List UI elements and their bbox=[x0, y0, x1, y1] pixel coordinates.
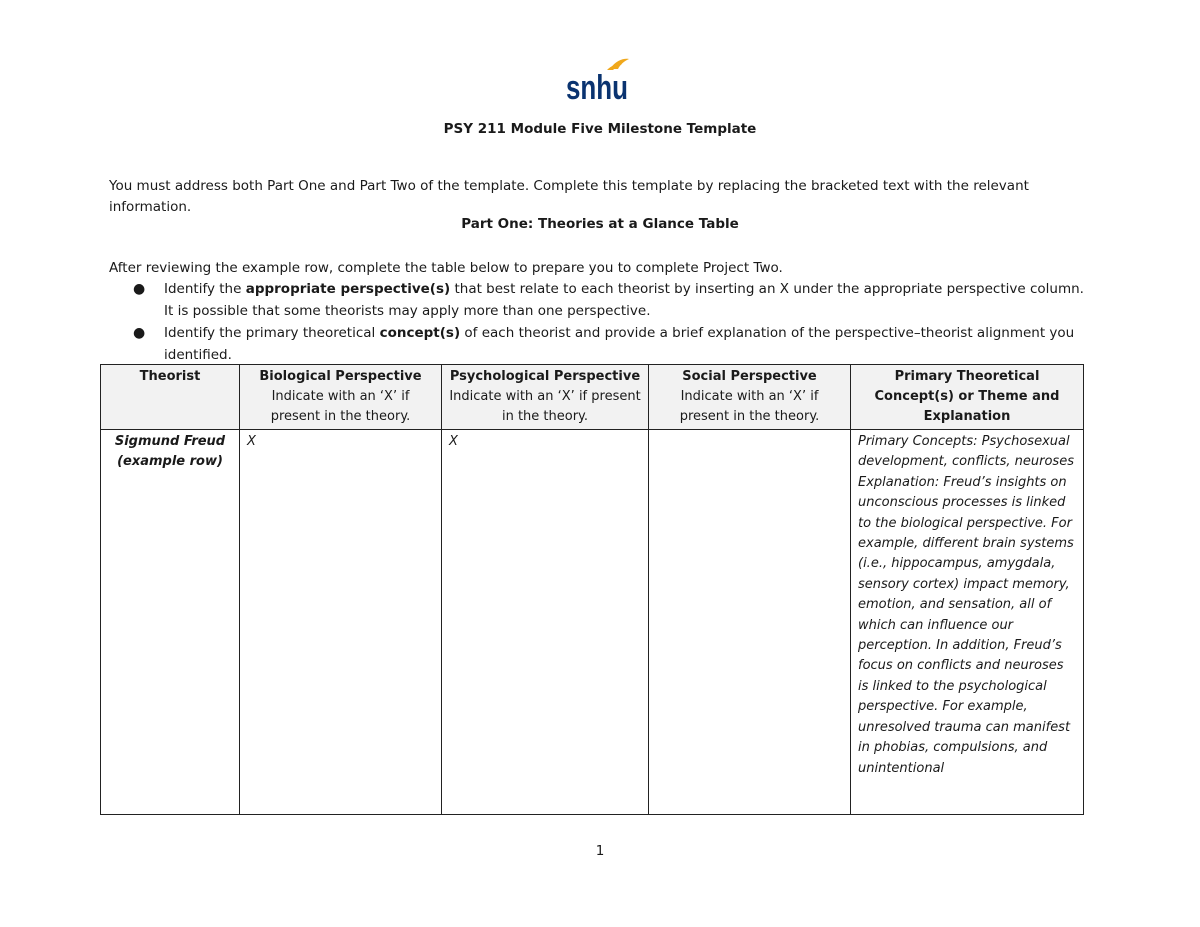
header-theorist: Theorist bbox=[101, 365, 240, 430]
theories-table bbox=[100, 364, 1084, 815]
intro-paragraph: You must address both Part One and Part Two of the template. Complete this template by replacing the bracketed text with the relevant information. bbox=[109, 178, 1029, 215]
theorist-cell[interactable]: Sigmund Freud (example row) bbox=[101, 430, 240, 815]
table-header-row bbox=[101, 365, 1084, 430]
page-number: 1 bbox=[595, 843, 605, 859]
document-title: PSY 211 Module Five Milestone Template bbox=[443, 121, 757, 137]
instructions-paragraph: After reviewing the example row, complete the table below to prepare you to complete Project Two. bbox=[109, 260, 783, 276]
explanation-cell[interactable]: Primary Concepts: Psychosexual development, conflicts, neuroses Explanation: Freud’s insights on unconscious processes is linked to the biological perspective. For example, different brain systems (i.e., hippocampus, amygdala, sensory cortex) impact memory, emotion, and sensation, all of which can influence our perception. In addition, Freud’s focus on conflicts and neuroses is linked to the psychological perspective. For example, unresolved trauma can manifest in phobias, compulsions, and unintentional bbox=[851, 430, 1084, 815]
instruction-list bbox=[109, 278, 1094, 366]
biological-cell[interactable]: X bbox=[240, 430, 442, 815]
social-cell[interactable] bbox=[649, 430, 851, 815]
bullet-icon: ● bbox=[133, 325, 146, 341]
snhu-logo bbox=[566, 56, 632, 107]
logo-text: snhu bbox=[566, 69, 628, 107]
table-row bbox=[101, 430, 1084, 815]
list-item: ● Identify the appropriate perspective(s) that best relate to each theorist by inserting an X under the appropriate perspective column. It is possible that some theorists may apply more than one perspective. bbox=[109, 278, 1094, 322]
psychological-cell[interactable]: X bbox=[442, 430, 649, 815]
bullet-icon: ● bbox=[133, 281, 146, 297]
header-biological: Biological Perspective Indicate with an ‘X’ if present in the theory. bbox=[240, 365, 442, 430]
header-concepts: Primary Theoretical Concept(s) or Theme and Explanation bbox=[851, 365, 1084, 430]
header-psychological: Psychological Perspective Indicate with an ‘X’ if present in the theory. bbox=[442, 365, 649, 430]
header-social: Social Perspective Indicate with an ‘X’ if present in the theory. bbox=[649, 365, 851, 430]
list-item: ● Identify the primary theoretical concept(s) of each theorist and provide a brief explanation of the perspective–theorist alignment you identified. bbox=[109, 322, 1094, 366]
part-one-heading: Part One: Theories at a Glance Table bbox=[461, 216, 739, 232]
